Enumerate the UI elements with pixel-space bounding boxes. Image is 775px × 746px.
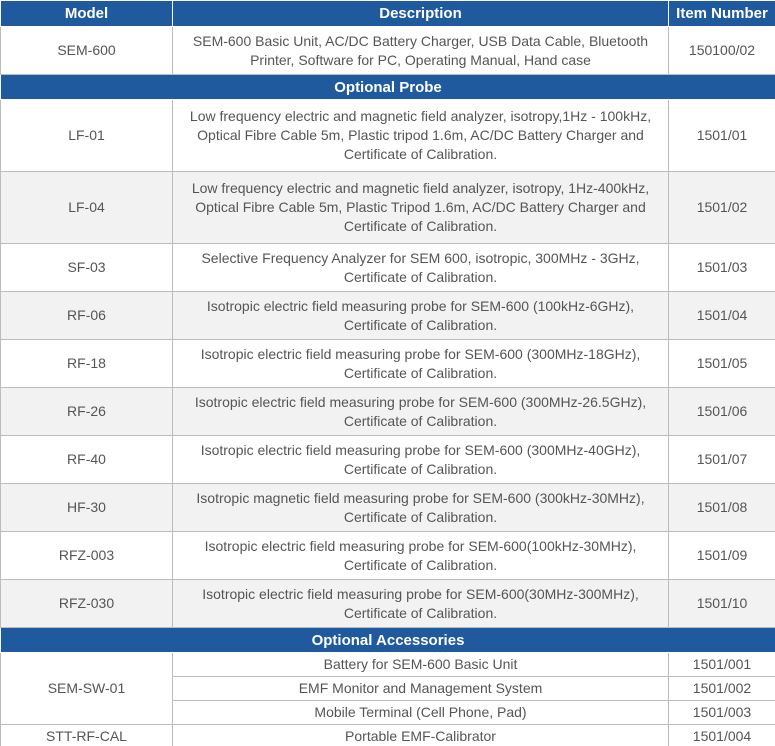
- description-cell: SEM-600 Basic Unit, AC/DC Battery Charger, USB Data Cable, Bluetooth Printer, Software for PC, Operating Manual, Hand case: [173, 27, 669, 75]
- description-cell: Battery for SEM-600 Basic Unit: [173, 653, 669, 677]
- table-row: [1, 653, 775, 677]
- header-row: [1, 1, 775, 27]
- model-cell: RF-26: [1, 388, 173, 436]
- item-number-cell: 1501/003: [669, 701, 775, 725]
- item-number-cell: 1501/06: [669, 388, 775, 436]
- description-cell: Isotropic electric field measuring probe for SEM-600 (300MHz-18GHz), Certificate of Calibration.: [173, 340, 669, 388]
- item-number-cell: 1501/08: [669, 484, 775, 532]
- description-cell: Isotropic electric field measuring probe for SEM-600(30MHz-300MHz), Certificate of Calibration.: [173, 580, 669, 628]
- item-number-cell: 150100/02: [669, 27, 775, 75]
- description-cell: EMF Monitor and Management System: [173, 677, 669, 701]
- model-cell: RF-06: [1, 292, 173, 340]
- table-row: [1, 27, 775, 75]
- table-row: [1, 340, 775, 388]
- model-cell: LF-04: [1, 172, 173, 244]
- description-cell: Isotropic electric field measuring probe for SEM-600 (100kHz-6GHz), Certificate of Calibration.: [173, 292, 669, 340]
- description-cell: Isotropic electric field measuring probe for SEM-600(100kHz-30MHz), Certificate of Calibration.: [173, 532, 669, 580]
- table-row: [1, 580, 775, 628]
- model-cell: RF-18: [1, 340, 173, 388]
- model-cell: SEM-SW-01: [1, 653, 173, 725]
- item-number-cell: 1501/03: [669, 244, 775, 292]
- item-number-cell: 1501/07: [669, 436, 775, 484]
- description-cell: Selective Frequency Analyzer for SEM 600, isotropic, 300MHz - 3GHz, Certificate of Calibration.: [173, 244, 669, 292]
- section-row-optional-accessories: [1, 628, 775, 653]
- table-row: [1, 436, 775, 484]
- description-cell: Isotropic magnetic field measuring probe for SEM-600 (300kHz-30MHz), Certificate of Calibration.: [173, 484, 669, 532]
- header-item-number: Item Number: [669, 1, 775, 27]
- item-number-cell: 1501/01: [669, 100, 775, 172]
- item-number-cell: 1501/04: [669, 292, 775, 340]
- model-cell: RFZ-003: [1, 532, 173, 580]
- model-cell: STT-RF-CAL: [1, 725, 173, 746]
- description-cell: Low frequency electric and magnetic field analyzer, isotropy,1Hz - 100kHz, Optical Fibre Cable 5m, Plastic tripod 1.6m, AC/DC Battery Charger and Certificate of Calibration.: [173, 100, 669, 172]
- header-description: Description: [173, 1, 669, 27]
- table-row: [1, 725, 775, 746]
- section-title: Optional Accessories: [1, 628, 775, 653]
- description-cell: Low frequency electric and magnetic field analyzer, isotropy, 1Hz-400kHz, Optical Fibre Cable 5m, Plastic Tripod 1.6m, AC/DC Battery Charger and Certificate of Calibration.: [173, 172, 669, 244]
- item-number-cell: 1501/10: [669, 580, 775, 628]
- item-number-cell: 1501/002: [669, 677, 775, 701]
- model-cell: HF-30: [1, 484, 173, 532]
- model-cell: LF-01: [1, 100, 173, 172]
- table-row: [1, 244, 775, 292]
- item-number-cell: 1501/05: [669, 340, 775, 388]
- description-cell: Mobile Terminal (Cell Phone, Pad): [173, 701, 669, 725]
- section-row-optional-probe: [1, 75, 775, 100]
- description-cell: Isotropic electric field measuring probe for SEM-600 (300MHz-26.5GHz), Certificate of Calibration.: [173, 388, 669, 436]
- table-row: [1, 484, 775, 532]
- header-model: Model: [1, 1, 173, 27]
- model-cell: SEM-600: [1, 27, 173, 75]
- item-number-cell: 1501/09: [669, 532, 775, 580]
- description-cell: Portable EMF-Calibrator: [173, 725, 669, 746]
- model-cell: SF-03: [1, 244, 173, 292]
- item-number-cell: 1501/02: [669, 172, 775, 244]
- item-number-cell: 1501/001: [669, 653, 775, 677]
- model-cell: RFZ-030: [1, 580, 173, 628]
- table-row: [1, 532, 775, 580]
- table-row: [1, 100, 775, 172]
- item-number-cell: 1501/004: [669, 725, 775, 746]
- model-cell: RF-40: [1, 436, 173, 484]
- description-cell: Isotropic electric field measuring probe for SEM-600 (300MHz-40GHz), Certificate of Calibration.: [173, 436, 669, 484]
- table-row: [1, 292, 775, 340]
- table-row: [1, 388, 775, 436]
- table-row: [1, 172, 775, 244]
- section-title: Optional Probe: [1, 75, 775, 100]
